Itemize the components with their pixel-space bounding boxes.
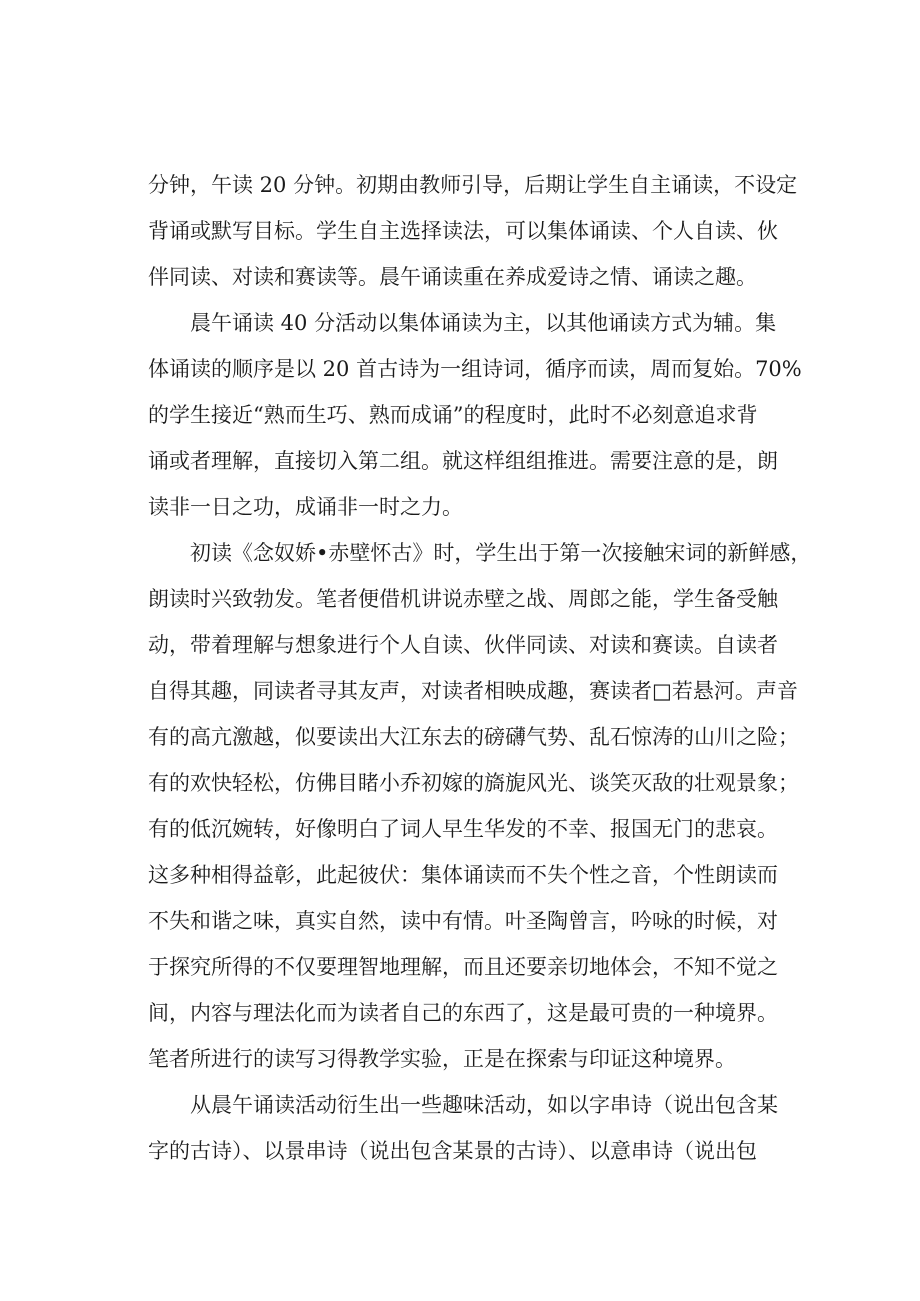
- text-line: 晨午诵读 40 分活动以集体诵读为主，以其他诵读方式为辅。集: [190, 311, 777, 335]
- text-line: 伴同读、对读和赛读等。晨午诵读重在养成爱诗之情、诵读之趣。: [148, 265, 757, 289]
- text-line: 这多种相得益彰，此起彼伏：集体诵读而不失个性之音，个性朗读而: [148, 863, 778, 887]
- text-line: 分钟，午读 20 分钟。初期由教师引导，后期让学生自主诵读，不设定: [148, 173, 798, 197]
- text-line: 间，内容与理法化而为读者自己的东西了，这是最可贵的一种境界。: [148, 1001, 778, 1025]
- text-line: 有的低沉婉转，好像明白了词人早生华发的不幸、报国无门的悲哀。: [148, 817, 778, 841]
- text-line: 笔者所进行的读写习得教学实验，正是在探索与印证这种境界。: [148, 1047, 736, 1071]
- text-line: 于探究所得的不仅要理智地理解，而且还要亲切地体会，不知不觉之: [148, 955, 778, 979]
- body-text: [148, 162, 812, 1174]
- text-line: 不失和谐之味，真实自然，读中有情。叶圣陶曾言，吟咏的时候，对: [148, 909, 778, 933]
- text-line: 诵或者理解，直接切入第二组。就这样组组推进。需要注意的是，朗: [148, 449, 778, 473]
- text-line: 有的欢快轻松，仿佛目睹小乔初嫁的旖旎风光、谈笑灭敌的壮观景象；: [148, 771, 799, 795]
- text-line: 体诵读的顺序是以 20 首古诗为一组诗词，循序而读，周而复始。70%: [148, 357, 802, 381]
- text-line: 读非一日之功，成诵非一时之力。: [148, 495, 463, 519]
- text-line: 背诵或默写目标。学生自主选择读法，可以集体诵读、个人自读、伙: [148, 219, 778, 243]
- text-line: 字的古诗）、以景串诗（说出包含某景的古诗）、以意串诗（说出包: [148, 1139, 757, 1163]
- text-line: 自得其趣，同读者寻其友声，对读者相映成趣，赛读者□若悬河。声音: [148, 679, 798, 703]
- text-line: 有的高亢激越，似要读出大江东去的磅礴气势、乱石惊涛的山川之险；: [148, 725, 799, 749]
- text-line: 初读《念奴娇•赤壁怀古》时，学生出于第一次接触宋词的新鲜感，: [190, 541, 812, 565]
- text-line: 的学生接近“熟而生巧、熟而成诵”的程度时，此时不必刻意追求背: [148, 403, 758, 427]
- text-line: 动，带着理解与想象进行个人自读、伙伴同读、对读和赛读。自读者: [148, 633, 778, 657]
- text-line: 朗读时兴致勃发。笔者便借机讲说赤壁之战、周郎之能，学生备受触: [148, 587, 778, 611]
- text-line: 从晨午诵读活动衍生出一些趣味活动，如以字串诗（说出包含某: [190, 1093, 778, 1117]
